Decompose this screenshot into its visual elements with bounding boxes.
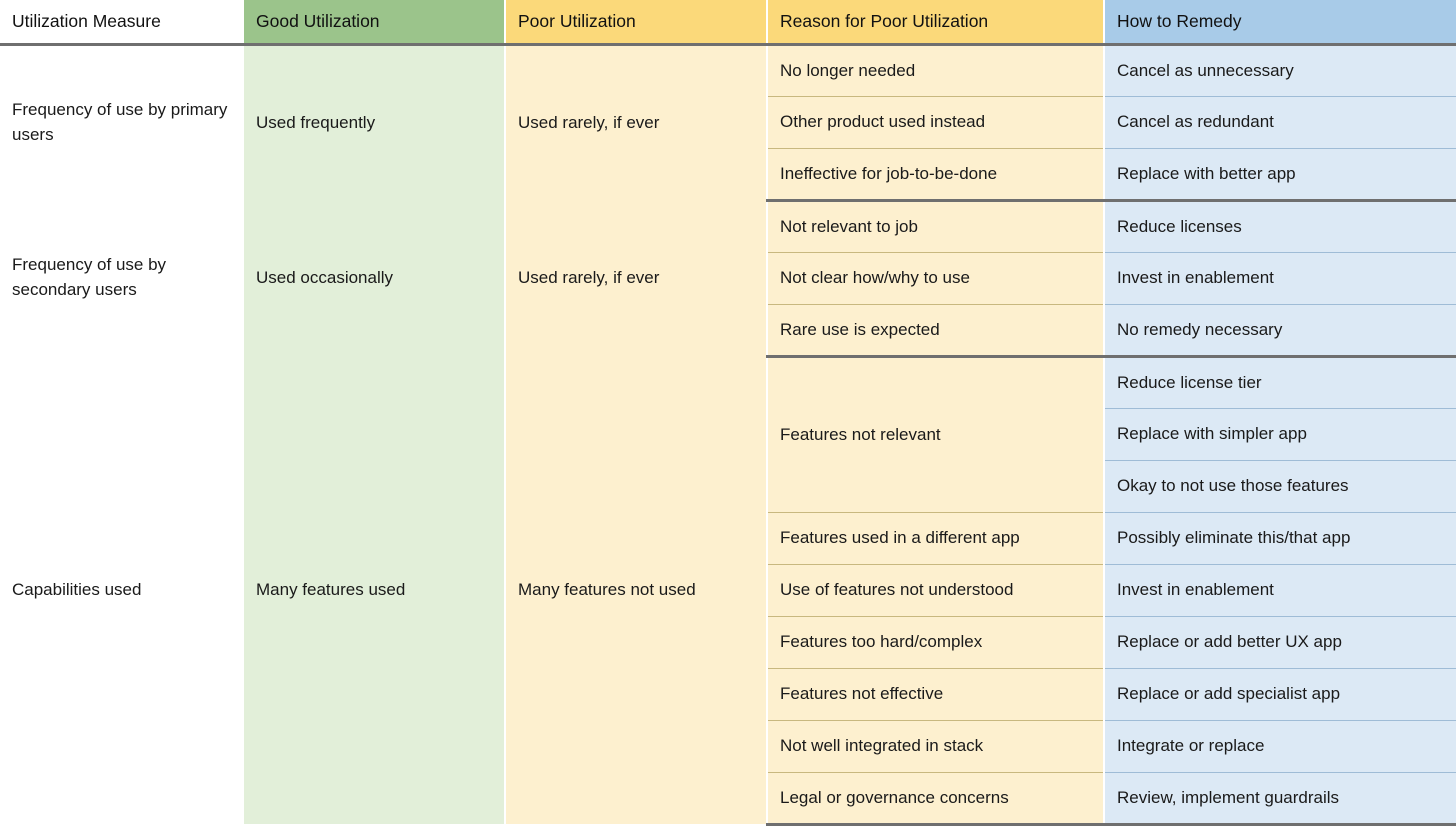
poor-utilization-cell: Used rarely, if ever: [505, 44, 767, 200]
remedy-cell: Replace or add better UX app: [1104, 616, 1456, 668]
good-utilization-cell: Used frequently: [243, 44, 505, 200]
remedy-cell: Reduce licenses: [1104, 200, 1456, 252]
reason-cell: Features not effective: [767, 668, 1104, 720]
poor-utilization-cell: Used rarely, if ever: [505, 200, 767, 356]
remedy-cell: Replace with simpler app: [1104, 408, 1456, 460]
column-header-good-utilization: Good Utilization: [243, 0, 505, 44]
remedy-cell: Cancel as redundant: [1104, 96, 1456, 148]
column-header-reason-for-poor-utilization: Reason for Poor Utilization: [767, 0, 1104, 44]
reason-cell: Features not relevant: [767, 356, 1104, 512]
remedy-cell: Cancel as unnecessary: [1104, 44, 1456, 96]
poor-utilization-cell: Many features not used: [505, 356, 767, 824]
table-row: [0, 200, 1456, 252]
reason-cell: Other product used instead: [767, 96, 1104, 148]
reason-cell: Not well integrated in stack: [767, 720, 1104, 772]
reason-cell: Not relevant to job: [767, 200, 1104, 252]
remedy-cell: Possibly eliminate this/that app: [1104, 512, 1456, 564]
table-header: [0, 0, 1456, 44]
remedy-cell: Review, implement guardrails: [1104, 772, 1456, 824]
column-header-poor-utilization: Poor Utilization: [505, 0, 767, 44]
measure-cell: Frequency of use by secondary users: [0, 200, 243, 356]
measure-cell: Frequency of use by primary users: [0, 44, 243, 200]
remedy-cell: Replace or add specialist app: [1104, 668, 1456, 720]
reason-cell: Features used in a different app: [767, 512, 1104, 564]
remedy-cell: No remedy necessary: [1104, 304, 1456, 356]
remedy-cell: Okay to not use those features: [1104, 460, 1456, 512]
table-row: [0, 44, 1456, 96]
reason-cell: Ineffective for job-to-be-done: [767, 148, 1104, 200]
column-header-utilization-measure: Utilization Measure: [0, 0, 243, 44]
reason-cell: Features too hard/complex: [767, 616, 1104, 668]
good-utilization-cell: Many features used: [243, 356, 505, 824]
measure-cell: Capabilities used: [0, 356, 243, 824]
column-header-how-to-remedy: How to Remedy: [1104, 0, 1456, 44]
remedy-cell: Reduce license tier: [1104, 356, 1456, 408]
table-body: [0, 44, 1456, 824]
remedy-cell: Integrate or replace: [1104, 720, 1456, 772]
remedy-cell: Invest in enablement: [1104, 564, 1456, 616]
reason-cell: Use of features not understood: [767, 564, 1104, 616]
reason-cell: Rare use is expected: [767, 304, 1104, 356]
reason-cell: Legal or governance concerns: [767, 772, 1104, 824]
header-row: [0, 0, 1456, 44]
good-utilization-cell: Used occasionally: [243, 200, 505, 356]
reason-cell: No longer needed: [767, 44, 1104, 96]
table-row: [0, 356, 1456, 408]
reason-cell: Not clear how/why to use: [767, 252, 1104, 304]
remedy-cell: Invest in enablement: [1104, 252, 1456, 304]
remedy-cell: Replace with better app: [1104, 148, 1456, 200]
